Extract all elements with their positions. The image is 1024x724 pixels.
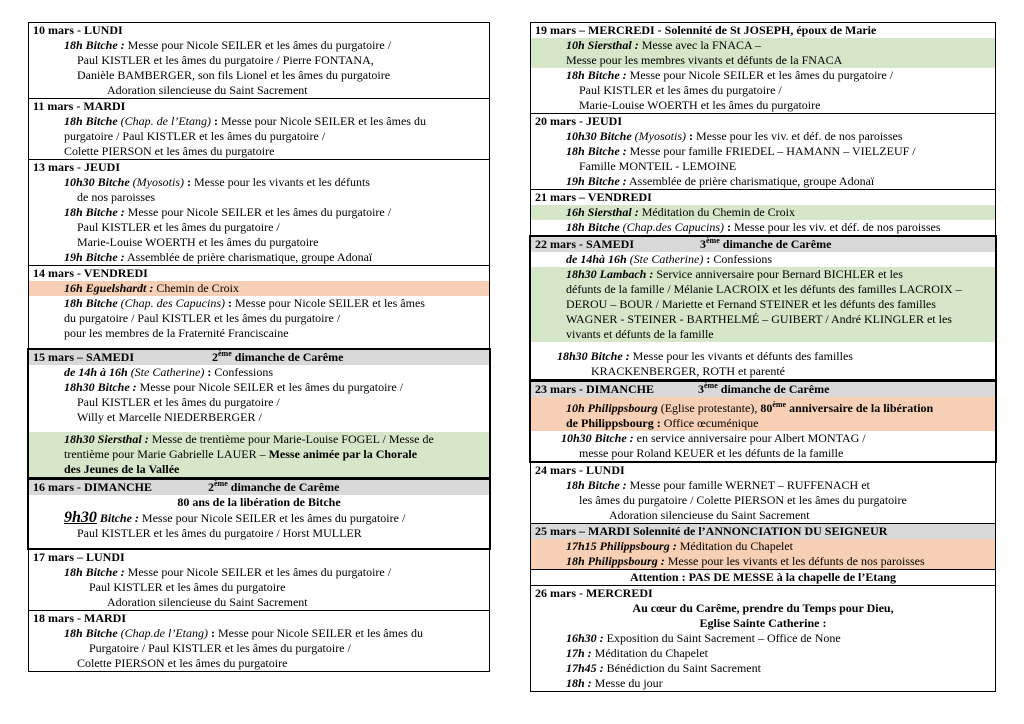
entry-line: trentième pour Marie Gabrielle LAUER – Messe animée par la Chorale xyxy=(29,447,489,462)
entry-line: défunts de la famille / Mélanie LACROIX et les défunts des familles LACROIX – xyxy=(531,282,995,297)
entry-line: Purgatoire / Paul KISTLER et les âmes du purgatoire / xyxy=(89,641,351,655)
day-17-mars xyxy=(29,550,489,611)
entry-line: Messe pour les membres vivants et défunts de la FNACA xyxy=(531,53,995,68)
day-header: 26 mars - MERCREDI xyxy=(535,586,653,600)
day-header: 19 mars – MERCREDI - Solennité de St JOSEPH, époux de Marie xyxy=(535,23,877,37)
entry-line: 18h Philippsbourg : Messe pour les vivants et les défunts de nos paroisses xyxy=(531,554,995,569)
event-title: 80 ans de la libération de Bitche xyxy=(177,495,341,509)
entry-line: 9h30 Bitche : Messe pour Nicole SEILER et les âmes du purgatoire / xyxy=(64,510,406,526)
day-header: 17 mars – LUNDI xyxy=(33,550,125,564)
day-18-mars xyxy=(29,611,489,671)
entry-line: 17h : Méditation du Chapelet xyxy=(566,646,708,660)
day-13-mars xyxy=(29,160,489,266)
entry-line: 16h Eguelshardt : Chemin de Croix xyxy=(29,281,489,296)
entry-line: 17h45 : Bénédiction du Saint Sacrement xyxy=(566,661,761,675)
day-24-mars xyxy=(531,463,995,524)
day-15-mars xyxy=(27,348,491,479)
entry-line: Adoration silencieuse du Saint Sacrement xyxy=(107,83,308,97)
day-header: 21 mars – VENDREDI xyxy=(535,190,652,204)
entry-line: du purgatoire / Paul KISTLER et les âmes du purgatoire / xyxy=(64,311,341,325)
entry-line: Willy et Marcelle NIEDERBERGER / xyxy=(77,410,262,424)
day-14-mars xyxy=(29,266,489,349)
spacer xyxy=(29,541,489,548)
entry-line: pour les membres de la Fraternité Franciscaine xyxy=(64,326,289,340)
entry-line: de Philippsbourg : Office œcuménique xyxy=(531,416,995,431)
entry-line: 18h Bitche : Messe pour Nicole SEILER et les âmes du purgatoire / xyxy=(64,38,392,52)
entry-line: 18h30 Bitche : Messe pour Nicole SEILER et les âmes du purgatoire / xyxy=(64,380,404,394)
notice-text: Attention : PAS DE MESSE à la chapelle de l’Etang xyxy=(629,570,897,584)
day-header: 13 mars - JEUDI xyxy=(33,160,120,174)
day-26-mars xyxy=(531,586,995,691)
day-header: 14 mars - VENDREDI xyxy=(33,266,148,280)
entry-line: 18h30 Bitche : Messe pour les vivants et défunts des familles xyxy=(557,349,853,363)
entry-line: 10h30 Bitche (Myosotis) : Messe pour les vivants et les défunts xyxy=(64,175,370,189)
entry-line: Paul KISTLER et les âmes du purgatoire / xyxy=(77,220,280,234)
entry-line: Famille MONTEIL - LEMOINE xyxy=(579,159,737,173)
entry-line: 18h30 Lambach : Service anniversaire pour Bernard BICHLER et les xyxy=(531,267,995,282)
entry-line: 19h Bitche : Assemblée de prière charismatique, groupe Adonaï xyxy=(566,174,875,188)
entry-line: 10h Philippsbourg (Eglise protestante), 80ème anniversaire de la libération xyxy=(531,397,995,416)
schedule-right-column xyxy=(530,22,996,692)
day-16-mars xyxy=(27,478,491,550)
entry-line: de 14hà 16h (Ste Catherine) : Confessions xyxy=(566,252,773,266)
day-11-mars xyxy=(29,99,489,160)
day-header: 23 mars - DIMANCHE 3ème dimanche de Carême xyxy=(531,382,995,397)
entry-line: Paul KISTLER et les âmes du purgatoire / xyxy=(579,83,782,97)
attention-notice xyxy=(531,570,995,586)
entry-line: 18h Bitche : Messe pour Nicole SEILER et les âmes du purgatoire / xyxy=(64,205,392,219)
day-20-mars xyxy=(531,114,995,190)
entry-line: Paul KISTLER et les âmes du purgatoire / Horst MULLER xyxy=(77,526,362,540)
entry-line: Paul KISTLER et les âmes du purgatoire xyxy=(89,580,286,594)
entry-line: 18h : Messe du jour xyxy=(566,676,663,690)
entry-line: 16h Siersthal : Méditation du Chemin de Croix xyxy=(531,205,995,220)
entry-line: Adoration silencieuse du Saint Sacrement xyxy=(609,508,810,522)
spacer xyxy=(531,342,995,349)
day-header: 22 mars - SAMEDI 3ème dimanche de Carême xyxy=(531,237,995,252)
entry-line: vivants et défunts de la famille xyxy=(531,327,995,342)
spacer xyxy=(29,425,489,432)
spacer xyxy=(29,341,489,348)
entry-line: 18h Bitche : Messe pour famille WERNET – RUFFENACH et xyxy=(566,478,870,492)
entry-line: 10h30 Bitche (Myosotis) : Messe pour les viv. et déf. de nos paroisses xyxy=(566,129,903,143)
entry-line: 10h30 Bitche : en service anniversaire pour Albert MONTAG / xyxy=(561,431,866,445)
day-header: 16 mars - DIMANCHE 2ème dimanche de Carême xyxy=(29,480,489,495)
entry-line: DEROU – BOUR / Mariette et Fernand STEINER et les défunts des familles xyxy=(531,297,995,312)
day-10-mars xyxy=(29,23,489,99)
day-header: 24 mars - LUNDI xyxy=(535,463,625,477)
day-header: 11 mars - MARDI xyxy=(33,99,126,113)
event-title: Au cœur du Carême, prendre du Temps pour Dieu, xyxy=(632,601,894,615)
entry-line: 10h Siersthal : Messe avec la FNACA – xyxy=(531,38,995,53)
entry-line: de 14h à 16h (Ste Catherine) : Confessions xyxy=(64,365,274,379)
day-header: 20 mars - JEUDI xyxy=(535,114,622,128)
entry-line: Danièle BAMBERGER, son fils Lionel et les âmes du purgatoire xyxy=(77,68,391,82)
day-25-mars xyxy=(531,524,995,570)
entry-line: messe pour Roland KEUER et les défunts de la famille xyxy=(579,446,844,460)
entry-line: Adoration silencieuse du Saint Sacrement xyxy=(107,595,308,609)
entry-line: KRACKENBERGER, ROTH et parenté xyxy=(591,364,785,378)
entry-line: 18h30 Siersthal : Messe de trentième pour Marie-Louise FOGEL / Messe de xyxy=(29,432,489,447)
entry-line: 18h Bitche (Chap. de l’Etang) : Messe pour Nicole SEILER et les âmes du xyxy=(64,114,426,128)
day-19-mars xyxy=(531,23,995,114)
entry-line: 18h Bitche : Messe pour Nicole SEILER et les âmes du purgatoire / xyxy=(64,565,392,579)
entry-line: des Jeunes de la Vallée xyxy=(29,462,489,477)
entry-line: les âmes du purgatoire / Colette PIERSON et les âmes du purgatoire xyxy=(579,493,907,507)
day-header: 15 mars – SAMEDI 2ème dimanche de Carême xyxy=(29,350,489,365)
entry-line: 16h30 : Exposition du Saint Sacrement – Office de None xyxy=(566,631,841,645)
entry-line: Colette PIERSON et les âmes du purgatoire xyxy=(77,656,288,670)
entry-line: 18h Bitche : Messe pour famille FRIEDEL – HAMANN – VIELZEUF / xyxy=(566,144,916,158)
day-header: 10 mars - LUNDI xyxy=(33,23,123,37)
entry-line: purgatoire / Paul KISTLER et les âmes du purgatoire / xyxy=(64,129,326,143)
entry-line: Marie-Louise WOERTH et les âmes du purgatoire xyxy=(77,235,319,249)
entry-line: Colette PIERSON et les âmes du purgatoire xyxy=(64,144,275,158)
entry-line: 18h Bitche (Chap. des Capucins) : Messe pour Nicole SEILER et les âmes xyxy=(64,296,425,310)
entry-line: WAGNER - STEINER - BARTHELMÉ – GUIBERT / André KLINGLER et les xyxy=(531,312,995,327)
entry-line: 17h15 Philippsbourg : Méditation du Chapelet xyxy=(531,539,995,554)
day-22-mars xyxy=(529,235,997,381)
day-23-mars xyxy=(529,380,997,463)
entry-line: 18h Bitche : Messe pour Nicole SEILER et les âmes du purgatoire / xyxy=(566,68,894,82)
entry-line: Marie-Louise WOERTH et les âmes du purgatoire xyxy=(579,98,821,112)
entry-line: Paul KISTLER et les âmes du purgatoire / xyxy=(77,395,280,409)
day-21-mars xyxy=(531,190,995,236)
entry-line: 18h Bitche (Chap.des Capucins) : Messe pour les viv. et déf. de nos paroisses xyxy=(566,220,941,234)
entry-line: 19h Bitche : Assemblée de prière charismatique, groupe Adonaï xyxy=(64,250,373,264)
entry-line: 18h Bitche (Chap.de l’Etang) : Messe pour Nicole SEILER et les âmes du xyxy=(64,626,423,640)
schedule-left-column xyxy=(28,22,490,672)
entry-line: de nos paroisses xyxy=(77,190,155,204)
event-location: Eglise Sainte Catherine : xyxy=(699,616,827,630)
day-header: 25 mars – MARDI Solennité de l’ANNONCIATION DU SEIGNEUR xyxy=(531,524,995,539)
day-header: 18 mars - MARDI xyxy=(33,611,126,625)
entry-line: Paul KISTLER et les âmes du purgatoire / Pierre FONTANA, xyxy=(77,53,374,67)
